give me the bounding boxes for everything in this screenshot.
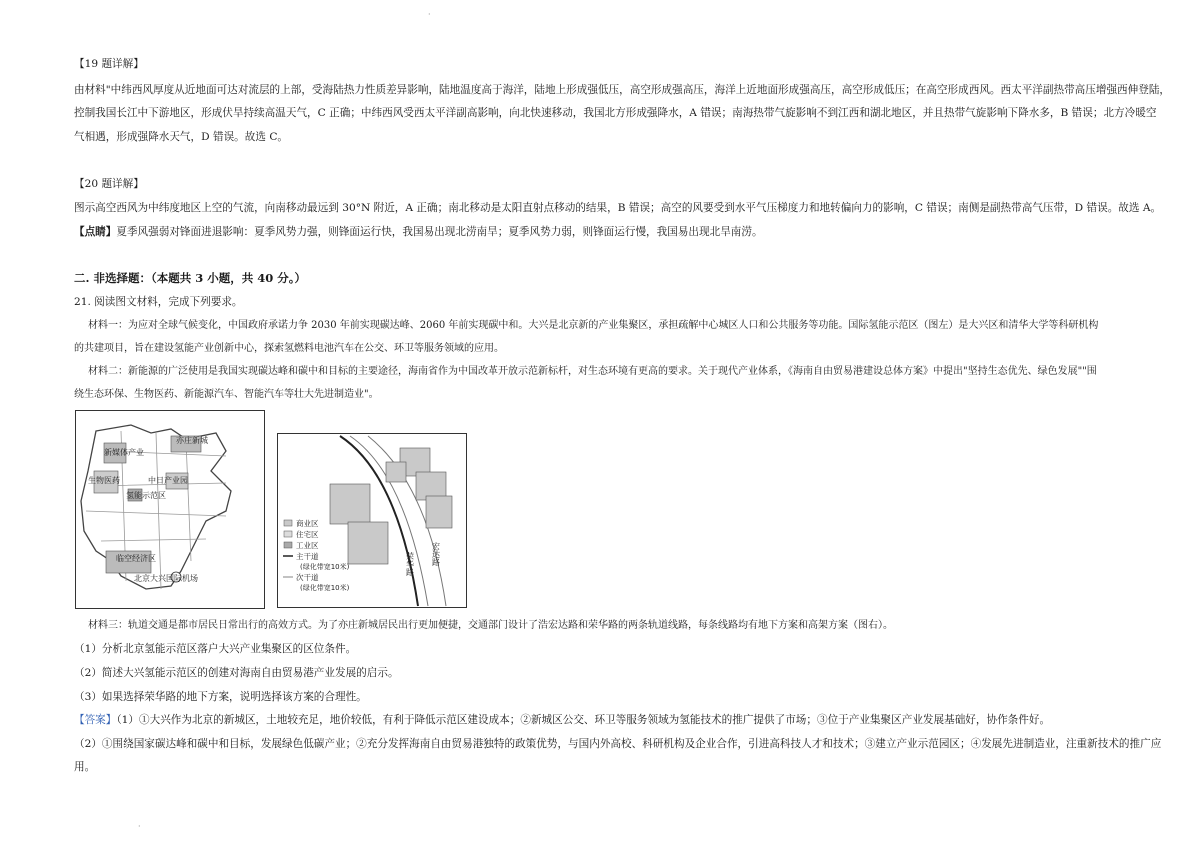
legend-secondary-road-note: (绿化带宽10米) <box>300 584 350 592</box>
legend-secondary-road: 次干道 <box>296 573 319 582</box>
q20-line-1: 图示高空西风为中纬度地区上空的气流，向南移动最远到 30°N 附近，A 正确；南北移动是太阳直射点移动的结果，B 错误；高空的风要受到水平气压梯度力和地转偏向力的影响，C 错误；南侧是副热带高气压带，D 错误。故选 A。 <box>74 202 1162 214</box>
map-left-label-2: 生物医药 <box>88 476 120 485</box>
legend-main-road-note: (绿化带宽10米) <box>300 563 350 571</box>
q19-line-3: 气相遇，形成强降水天气，D 错误。故选 C。 <box>74 131 289 143</box>
q19-heading: 【19 题详解】 <box>74 58 144 70</box>
legend-main-road: 主干道 <box>296 552 319 561</box>
q20-tip-text: 夏季风强弱对锋面进退影响：夏季风势力强，则锋面运行快，我国易出现北涝南旱；夏季风势力弱，则锋面运行慢，我国易出现北旱南涝。 <box>116 226 763 238</box>
q21-intro: 21. 阅读图文材料，完成下列要求。 <box>74 296 243 308</box>
sub-question-3: （3）如果选择荣华路的地下方案，说明选择该方案的合理性。 <box>74 691 367 703</box>
q20-tip-label: 【点睛】 <box>74 226 117 238</box>
map-left-label-1: 新媒体产业 <box>104 448 144 457</box>
road-ronghua-label: 荣华路 <box>405 552 415 576</box>
road-hongda-label: 宏达路 <box>431 542 441 566</box>
q20-heading: 【20 题详解】 <box>74 178 144 190</box>
map-left-label-0: 亦庄新城 <box>176 436 208 445</box>
material2-line-2: 绕生态环保、生物医药、新能源汽车、智能汽车等壮大先进制造业"。 <box>74 389 379 400</box>
q19-line-1: 由材料"中纬西风厚度从近地面可达对流层的上部，受海陆热力性质差异影响，陆地温度高于海洋，陆地上形成强低压，高空形成强高压，海洋上近地面形成强高压，高空形成低压；在高空形成西风。西太平洋副热带高压增强西伸登陆， <box>74 84 1171 96</box>
legend-residential: 住宅区 <box>296 530 319 539</box>
map-left-label-3: 氢能示范区 <box>126 491 166 500</box>
q19-line-2: 控制我国长江中下游地区，形成伏旱持续高温天气，C 正确；中纬西风受西太平洋副高影响，向北快速移动，我国北方形成强降水，A 错误；南海热带气旋影响不到江西和湖北地区，并且热带气旋影响下降水多，B 错误；北方冷暖空 <box>74 107 1157 119</box>
sub-question-2: （2）简述大兴氢能示范区的创建对海南自由贸易港产业发展的启示。 <box>74 667 399 679</box>
top-mark: · <box>428 10 431 19</box>
answer-2-line-1: （2）①围绕国家碳达峰和碳中和目标，发展绿色低碳产业；②充分发挥海南自由贸易港独特的政策优势，与国内外高校、科研机构及企业合作，引进高科技人才和技术；③建立产业示范园区；④发展先进制造业，注重新技术的推广应 <box>74 738 1162 750</box>
answer-1 <box>74 713 1164 727</box>
material1-line-2: 的共建项目，旨在建设氢能产业创新中心，探索氢燃料电池汽车在公交、环卫等服务领域的应用。 <box>74 343 504 354</box>
map-left-label-6: 北京大兴国际机场 <box>134 574 198 583</box>
legend-commercial: 商业区 <box>296 519 319 528</box>
material3: 材料三：轨道交通是都市居民日常出行的高效方式。为了亦庄新城居民出行更加便捷，交通部门设计了浩宏达路和荣华路的两条轨道线路，每条线路均有地下方案和高架方案（图右）。 <box>88 620 893 631</box>
map-right-figure <box>277 433 467 608</box>
bottom-mark: · <box>138 822 141 831</box>
map-right-svg <box>278 434 466 607</box>
map-left-label-4: 中日产业园 <box>148 476 188 485</box>
map-left-label-5: 临空经济区 <box>116 554 156 563</box>
sub-question-1: （1）分析北京氢能示范区落户大兴产业集聚区的区位条件。 <box>74 643 357 655</box>
map-left-figure <box>75 410 265 609</box>
section2-title: 二. 非选择题：（本题共 3 小题，共 40 分。） <box>74 271 307 285</box>
material2-line-1: 材料二：新能源的广泛使用是我国实现碳达峰和碳中和目标的主要途径，海南省作为中国改革开放示范新标杆，对生态环境有更高的要求。关于现代产业体系，《海南自由贸易港建设总体方案》中提出"坚持生态优先、绿色发展""围 <box>88 366 1097 377</box>
q20-tip <box>74 225 1164 239</box>
answer-2-line-2: 用。 <box>74 761 96 773</box>
legend-industrial: 工业区 <box>296 541 319 550</box>
material1-line-1: 材料一：为应对全球气候变化，中国政府承诺力争 2030 年前实现碳达峰、2060 年前实现碳中和。大兴是北京新的产业集聚区，承担疏解中心城区人口和公共服务等功能。国际氢能示范区（图左）是大兴区和清华大学等科研机构 <box>88 320 1099 331</box>
answer-label: 【答案】 <box>74 714 117 726</box>
map-left-svg <box>76 411 264 608</box>
answer-1-text: （1）①大兴作为北京的新城区，土地较充足，地价较低，有利于降低示范区建设成本；②新城区公交、环卫等服务领域为氢能技术的推广提供了市场；③位于产业集聚区产业发展基础好，协作条件好。 <box>116 714 1051 726</box>
